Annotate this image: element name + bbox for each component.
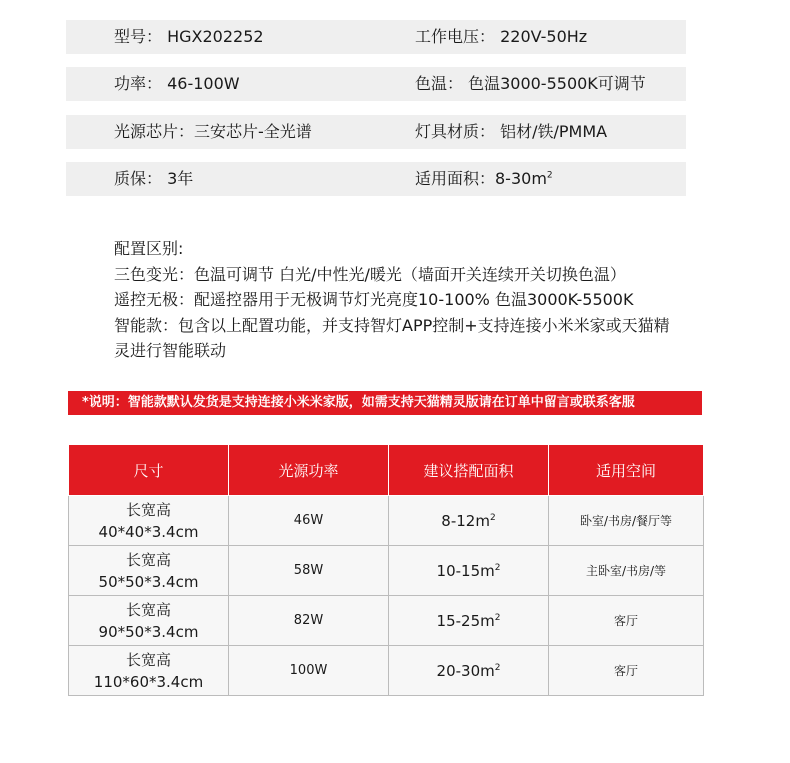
cell-size [69, 496, 229, 546]
spec-model: 型号： HGX202252 [114, 27, 264, 46]
spec-area-sup: 2 [546, 170, 553, 181]
config-line-remote: 遥控无极：配遥控器用于无极调节灯光亮度10-100% 色温3000K-5500K [114, 290, 634, 309]
area-value: 8-12m [441, 511, 490, 530]
header-power: 光源功率 [229, 445, 389, 496]
spec-warranty: 质保： 3年 [114, 169, 194, 188]
table-row [69, 646, 704, 696]
size-value: 90*50*3.4cm [98, 622, 199, 641]
spec-voltage: 工作电压： 220V-50Hz [415, 27, 588, 46]
size-value: 40*40*3.4cm [98, 522, 199, 541]
notice-banner: *说明：智能款默认发货是支持连接小米米家版，如需支持天猫精灵版请在订单中留言或联系客服 [68, 391, 702, 415]
size-value: 110*60*3.4cm [93, 672, 204, 691]
cell-size [69, 596, 229, 646]
size-label: 长宽高 [125, 600, 171, 619]
size-label: 长宽高 [125, 650, 171, 669]
spec-color-temp: 色温： 色温3000-5500K可调节 [415, 74, 646, 93]
area-value: 20-30m [436, 661, 495, 680]
area-value: 10-15m [436, 561, 495, 580]
cell-space: 主卧室/书房/等 [549, 546, 704, 596]
spec-chip: 光源芯片：三安芯片-全光谱 [114, 122, 312, 141]
table-row [69, 546, 704, 596]
cell-size [69, 546, 229, 596]
spec-row-warranty [66, 162, 686, 196]
table-header-row [69, 445, 704, 496]
spec-material: 灯具材质： 铝材/铁/PMMA [415, 122, 608, 141]
header-space: 适用空间 [549, 445, 704, 496]
config-heading: 配置区别: [114, 239, 184, 258]
header-size: 尺寸 [69, 445, 229, 496]
area-sup: 2 [494, 662, 501, 673]
area-value: 15-25m [436, 611, 495, 630]
size-table [68, 444, 704, 696]
area-sup: 2 [494, 612, 501, 623]
spec-power: 功率： 46-100W [114, 74, 240, 93]
config-line-smart: 智能款：包含以上配置功能，并支持智灯APP控制+支持连接小米米家或天猫精灵进行智能联动 [114, 315, 670, 360]
size-label: 长宽高 [125, 550, 171, 569]
area-sup: 2 [494, 562, 501, 573]
cell-area [389, 496, 549, 546]
cell-power: 46W [229, 496, 389, 546]
table-row [69, 496, 704, 546]
header-area: 建议搭配面积 [389, 445, 549, 496]
spec-area [415, 162, 553, 196]
cell-space: 卧室/书房/餐厅等 [549, 496, 704, 546]
spec-row-power [66, 67, 686, 101]
cell-area [389, 646, 549, 696]
table-row [69, 596, 704, 646]
config-section [114, 236, 684, 364]
config-line-tricolor: 三色变光：色温可调节 白光/中性光/暖光（墙面开关连续开关切换色温） [114, 264, 626, 284]
cell-area [389, 546, 549, 596]
cell-power: 100W [229, 646, 389, 696]
size-value: 50*50*3.4cm [98, 572, 199, 591]
spec-row-model [66, 20, 686, 54]
spec-area-text: 适用面积：8-30m [415, 169, 547, 188]
cell-area [389, 596, 549, 646]
spec-row-chip [66, 115, 686, 149]
cell-space: 客厅 [549, 596, 704, 646]
cell-size [69, 646, 229, 696]
cell-power: 58W [229, 546, 389, 596]
cell-space: 客厅 [549, 646, 704, 696]
size-label: 长宽高 [125, 500, 171, 519]
cell-power: 82W [229, 596, 389, 646]
area-sup: 2 [489, 512, 496, 523]
